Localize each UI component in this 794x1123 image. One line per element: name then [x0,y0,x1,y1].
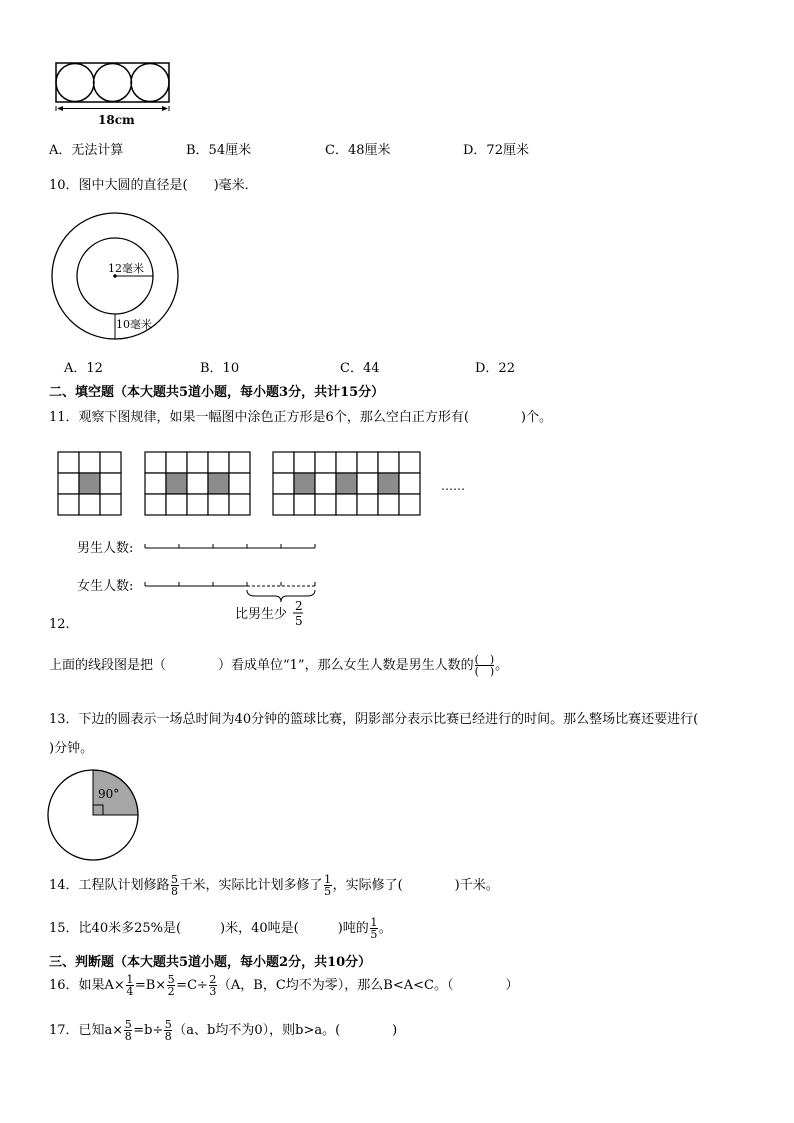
brace-text: 比男生少 [235,607,288,622]
brace [247,590,315,602]
den: 8 [124,1030,132,1043]
q16-frac-3 [209,974,217,997]
q10-text: 10．图中大圆的直径是( )毫米． [49,178,258,193]
brace-frac-num: 2 [295,599,303,613]
section-3-heading: 三、判断题（本大题共5道小题，每小题2分，共10分） [49,955,372,970]
num: 5 [164,1018,172,1031]
blank-square [229,494,250,515]
blank-square [229,473,250,494]
blank-square [399,473,420,494]
q17-text [49,1019,397,1042]
frac-num: ( ) [474,653,495,666]
q16-t2: =B× [134,978,167,993]
blank-square [336,494,357,515]
blank-square [100,494,121,515]
q14-frac-1 [171,874,179,897]
girl-label: 女生人数: [77,579,134,594]
den: 5 [370,928,378,941]
blank-square [187,473,208,494]
blank-square [336,452,357,473]
q17-frac-1 [124,1019,132,1042]
num: 5 [167,973,175,986]
blank-square [273,494,294,515]
blank-square [315,452,336,473]
q14-frac-2 [324,874,332,897]
blank-square [79,452,100,473]
blank-square [58,473,79,494]
q9-option-d: D．72厘米 [463,143,529,158]
q16-t4: （A，B，C均不为零），那么B<A<C。（ ） [217,978,519,993]
shaded-square [208,473,229,494]
blank-square [315,494,336,515]
q17-t2: =b÷ [133,1023,164,1038]
q15-t1: 15．比40米多25%是( )米，40吨是( )吨的 [49,921,369,936]
blank-square [208,494,229,515]
ellipsis: …… [441,479,465,493]
num: 5 [124,1018,132,1031]
den: 5 [324,885,332,898]
den: 3 [209,985,217,998]
blank-square [273,452,294,473]
q11-text: 11．观察下图规律，如果一幅图中涂色正方形是6个，那么空白正方形有( )个。 [49,410,552,425]
q16-t3: =C÷ [176,978,208,993]
den: 2 [167,985,175,998]
q13-line1: 13．下边的圆表示一场总时间为40分钟的篮球比赛，阴影部分表示比赛已经进行的时间。那么整场比赛还要进行( [49,712,699,727]
blank-square [378,452,399,473]
boy-label: 男生人数: [77,541,134,556]
den: 8 [171,885,179,898]
blank-square [145,452,166,473]
q16-text [49,974,518,997]
girl-ticks [145,582,315,586]
blank-square [187,452,208,473]
num: 2 [209,973,217,986]
section-2-heading: 二、填空题（本大题共5道小题，每小题3分，共计15分） [49,385,385,400]
num: 1 [324,873,332,886]
ring-width-label: 10毫米 [116,318,152,331]
blank-square [357,473,378,494]
q15-text [49,917,392,940]
blank-square [378,494,399,515]
q16-frac-1 [126,974,134,997]
grid-group [58,452,420,515]
blank-square [294,452,315,473]
boy-ticks [145,544,315,548]
blank-square [187,494,208,515]
blank-square [166,494,187,515]
shaded-square [166,473,187,494]
blank-square [100,473,121,494]
q12-text [49,654,508,677]
width-label: 18cm [98,113,135,127]
num: 1 [126,973,134,986]
blank-square [145,473,166,494]
q12-fraction [475,654,495,677]
q17-t3: （a、b均不为0），则b>a。( ) [173,1023,398,1038]
den: 8 [164,1030,172,1043]
angle-label: 90° [98,787,120,801]
q15-t2: 。 [378,921,392,936]
q14-t1: 14．工程队计划修路 [49,878,170,893]
blank-square [294,494,315,515]
num: 5 [171,873,179,886]
shaded-square [378,473,399,494]
q9-option-c: C．48厘米 [325,143,391,158]
blank-square [79,494,100,515]
ring-figure [50,210,182,342]
blank-square [273,473,294,494]
blank-square [357,494,378,515]
q10-option-d: D．22 [475,361,515,376]
blank-square [315,473,336,494]
q12-text-b: 。 [495,658,509,673]
blank-square [399,452,420,473]
q9-option-b: B．54厘米 [186,143,252,158]
blank-square [229,452,250,473]
q17-t1: 17．已知a× [49,1023,124,1038]
brace-frac-den: 5 [295,614,303,628]
segment-diagram [77,538,337,628]
num: 1 [370,916,378,929]
q17-frac-2 [164,1019,172,1042]
shaded-square [294,473,315,494]
q16-t1: 16．如果A× [49,978,125,993]
q12-text-a: 上面的线段图是把（ ）看成单位“1”，那么女生人数是男生人数的 [49,658,474,673]
blank-square [58,494,79,515]
q9-option-a: A．无法计算 [49,143,124,158]
blank-square [100,452,121,473]
frac-den: ( ) [474,665,495,678]
q14-text [49,874,499,897]
q14-t3: ，实际修了( )千米。 [332,878,499,893]
q12-number: 12. [49,617,70,632]
q10-option-a: A．12 [64,361,103,376]
shaded-square [336,473,357,494]
q10-option-c: C．44 [340,361,380,376]
quarter-circle-figure [46,768,142,862]
inner-radius-label: 12毫米 [108,262,144,275]
grid-pattern-figure [58,452,478,518]
blank-square [399,494,420,515]
three-circles-figure [50,60,180,130]
blank-square [357,452,378,473]
shaded-square [79,473,100,494]
blank-square [145,494,166,515]
q10-option-b: B．10 [200,361,240,376]
blank-square [208,452,229,473]
q13-line2: )分钟。 [49,741,94,756]
q16-frac-2 [167,974,175,997]
q14-t2: 千米，实际比计划多修了 [179,878,323,893]
q15-frac [370,917,378,940]
den: 4 [126,985,134,998]
blank-square [166,452,187,473]
blank-square [58,452,79,473]
